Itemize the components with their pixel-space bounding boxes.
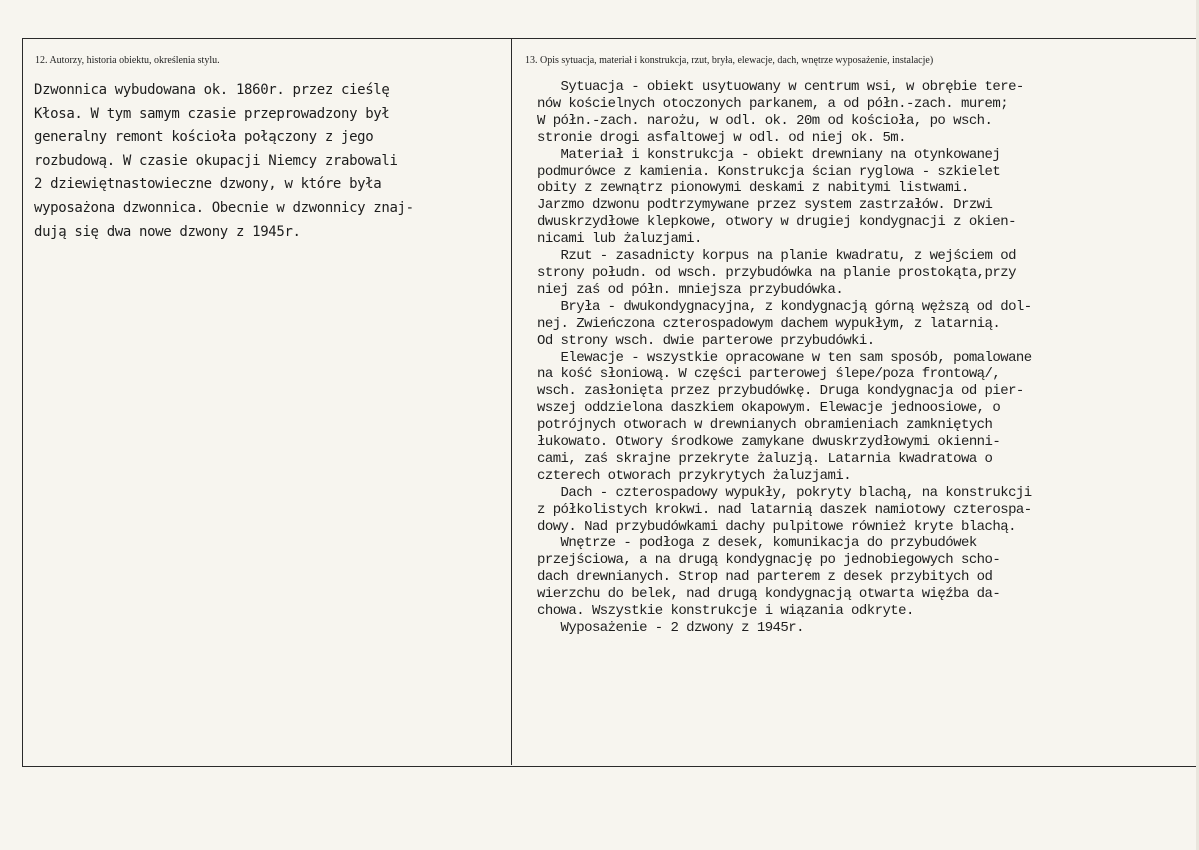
section-13-line: stronie drogi asfaltowej w odl. od niej ok. 5m.	[537, 129, 907, 146]
section-13-line: W półn.-zach. narożu, w odl. ok. 20m od kościoła, po wsch.	[537, 112, 993, 129]
section-13-line: wsch. zasłonięta przez przybudówkę. Druga kondygnacja od pier-	[537, 383, 1024, 400]
section-13-line: Elewacje - wszystkie opracowane w ten sam sposób, pomalowane	[537, 349, 1032, 366]
section-13-line: Wyposażenie - 2 dzwony z 1945r.	[537, 620, 804, 636]
section-13-line: Od strony wsch. dwie parterowe przybudówki.	[537, 332, 875, 349]
section-13-line: Wnętrze - podłoga z desek, komunikacja do przybudówek	[537, 535, 977, 552]
section-13-line: Rzut - zasadnicty korpus na planie kwadratu, z wejściem od	[537, 248, 1016, 265]
section-13-line: Bryła - dwukondygnacyjna, z kondygnacją górną węższą od dol-	[537, 298, 1032, 315]
section-13-line: Sytuacja - obiekt usytuowany w centrum wsi, w obrębie tere-	[537, 79, 1024, 95]
section-12-line: dują się dwa nowe dzwony z 1945r.	[34, 223, 301, 240]
section-13-line: wszej oddzielona daszkiem okapowym. Elewacje jednoosiowe, o	[537, 400, 1001, 417]
column-divider	[511, 38, 512, 765]
section-13-line: strony połudn. od wsch. przybudówka na planie prostokąta,przy	[537, 264, 1016, 281]
section-13-header: 13. Opis sytuacja, materiał i konstrukcja, rzut, bryła, elewacje, dach, wnętrze wyposażenie, instalacje)	[525, 55, 934, 66]
section-13-line: Dach - czterospadowy wypukły, pokryty blachą, na konstrukcji	[537, 484, 1032, 501]
section-13-line: chowa. Wszystkie konstrukcje i wiązania odkryte.	[537, 603, 914, 620]
section-13-line: wierzchu do belek, nad drugą kondygnacją otwarta więźba da-	[537, 586, 1001, 603]
section-13-line: dach drewnianych. Strop nad parterem z desek przybitych od	[537, 569, 993, 586]
section-13-line: nów kościelnych otoczonych parkanem, a od półn.-zach. murem;	[537, 95, 1009, 112]
section-12-line: Dzwonnica wybudowana ok. 1860r. przez cieślę	[34, 82, 390, 98]
section-13-line: niej zaś od półn. mniejsza przybudówka.	[537, 281, 844, 298]
section-12-header: 12. Autorzy, historia obiektu, określenia stylu.	[35, 55, 220, 66]
section-13-line: z półkolistych krokwi. nad latarnią daszek namiotowy czterospa-	[537, 501, 1032, 518]
section-13-line: dowy. Nad przybudówkami dachy pulpitowe również kryte blachą.	[537, 518, 1016, 535]
section-12-line: Kłosa. W tym samym czasie przeprowadzony był	[34, 105, 390, 122]
section-12-line: 2 dziewiętnastowieczne dzwony, w które była	[34, 176, 382, 193]
section-13-line: czterech otworach przykrytych żaluzjami.	[537, 467, 852, 484]
section-13-line: cami, zaś skrajne przekryte żaluzją. Latarnia kwadratowa o	[537, 450, 993, 467]
section-13-line: łukowato. Otwory środkowe zamykane dwuskrzydłowymi okienni-	[537, 434, 1001, 451]
section-13-line: nicami lub żaluzjami.	[537, 231, 702, 248]
section-13-line: nej. Zwieńczona czterospadowym dachem wypukłym, z latarnią.	[537, 315, 1001, 332]
section-13-line: Materiał i konstrukcja - obiekt drewniany na otynkowanej	[537, 146, 1001, 163]
section-13-line: przejściowa, a na drugą kondygnację po jednobiegowych scho-	[537, 552, 1001, 569]
section-12-line: wyposażona dzwonnica. Obecnie w dzwonnicy znaj-	[34, 199, 414, 216]
section-13-line: dwuskrzydłowe klepkowe, otwory w drugiej kondygnacji z okien-	[537, 214, 1016, 231]
section-13-line: podmurówce z kamienia. Konstrukcja ścian ryglowa - szkielet	[537, 163, 1001, 180]
section-13-line: Jarzmo dzwonu podtrzymywane przez system zastrzałów. Drzwi	[537, 197, 993, 214]
section-13-line: potrójnych otworach w drewnianych obramieniach zamkniętych	[537, 417, 993, 434]
section-12-line: rozbudową. W czasie okupacji Niemcy zrabowali	[34, 152, 398, 169]
section-13-line: na kość słoniową. W części parterowej ślepe/poza frontową/,	[537, 366, 1001, 383]
section-12-line: generalny remont kościoła połączony z jego	[34, 129, 374, 146]
section-13-line: obity z zewnątrz pionowymi deskami z nabitymi listwami.	[537, 180, 969, 197]
section-12-body	[34, 79, 504, 244]
section-13-body	[537, 79, 1197, 637]
